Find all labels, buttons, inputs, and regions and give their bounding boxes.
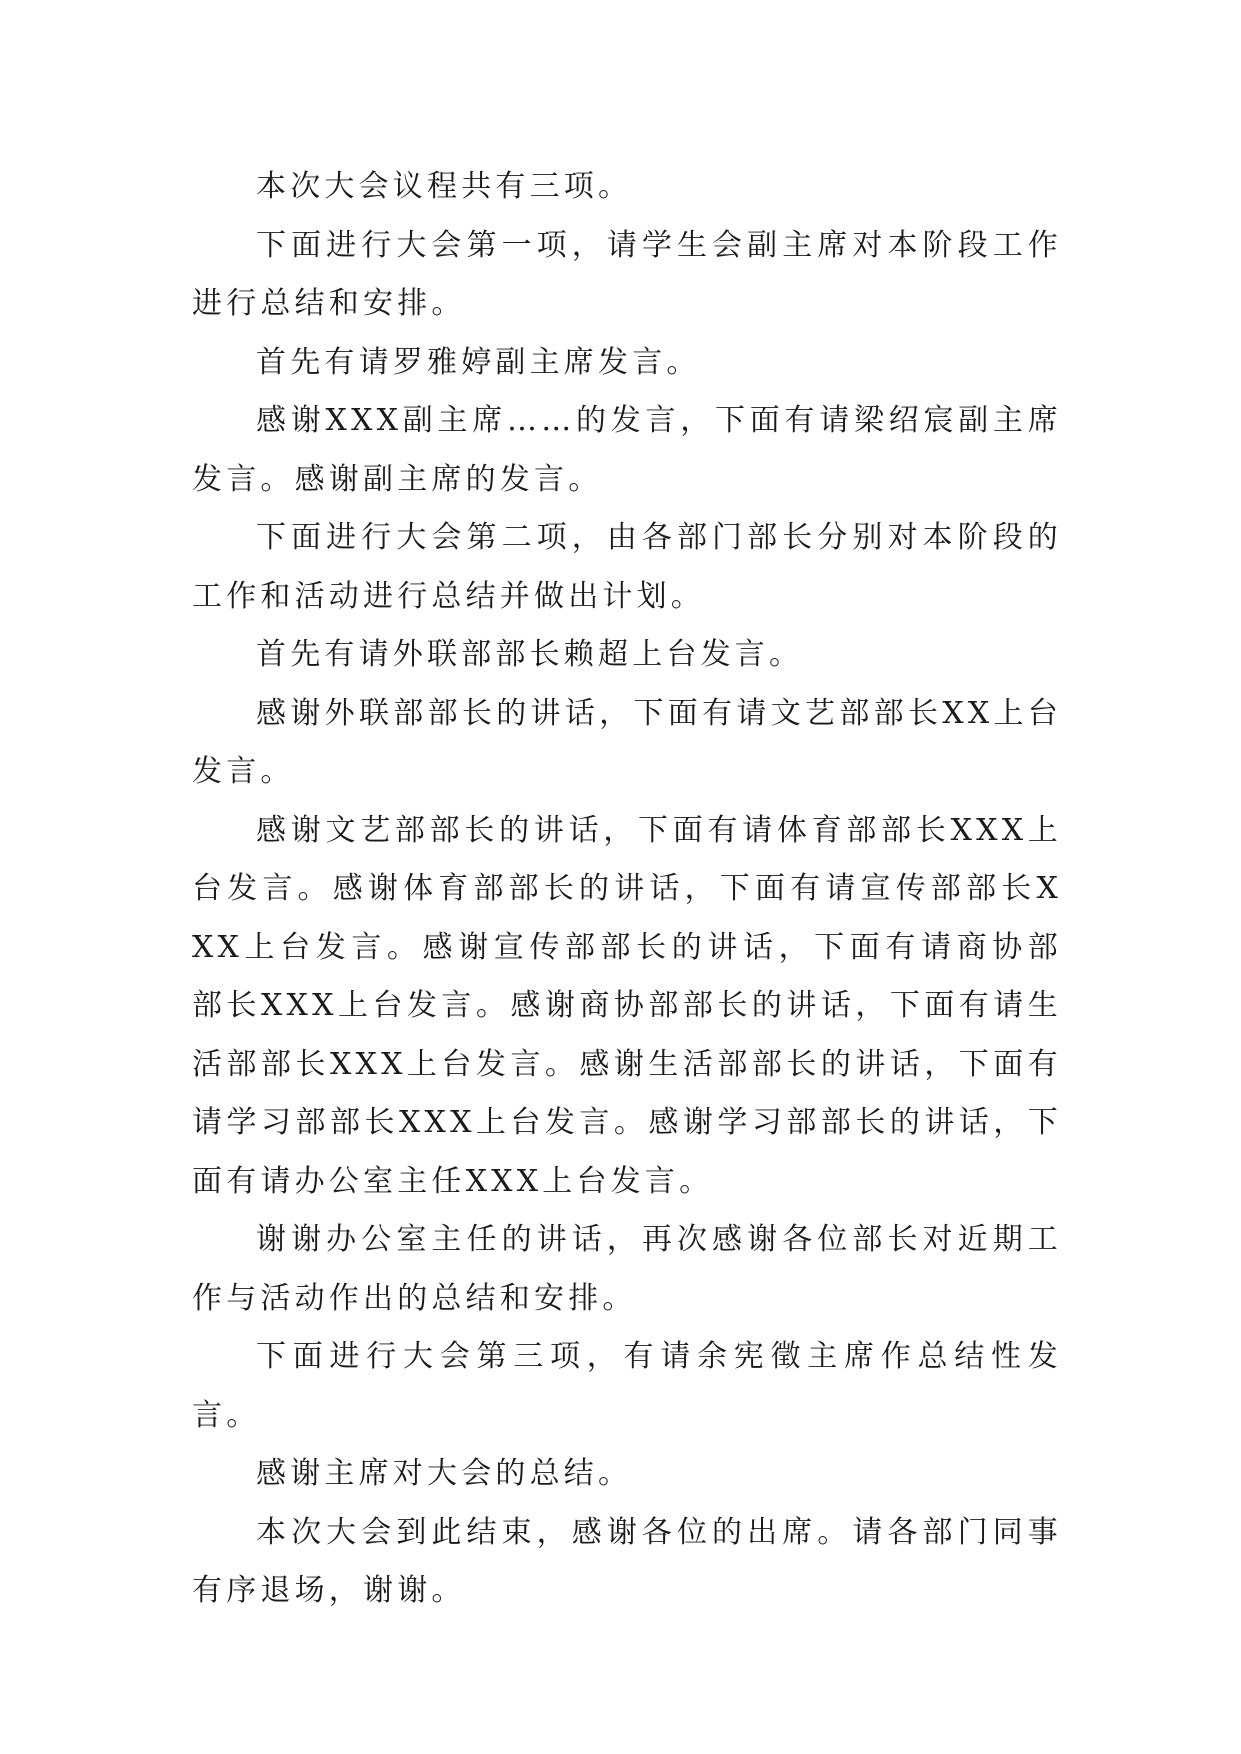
paragraph: 感谢文艺部部长的讲话，下面有请体育部部长XXX上台发言。感谢体育部部长的讲话，下面有请宣传部部长XXX上台发言。感谢宣传部部长的讲话，下面有请商协部部长XXX上台发言。感谢商协部部长的讲话，下面有请生活部部长XXX上台发言。感谢生活部部长的讲话，下面有请学习部部长XXX上台发言。感谢学习部部长的讲话，下面有请办公室主任XXX上台发言。	[192, 812, 1062, 1199]
paragraph: 感谢外联部部长的讲话，下面有请文艺部部长XX上台发言。	[192, 695, 1062, 789]
document-body	[192, 158, 1062, 1621]
paragraph: 谢谢办公室主任的讲话，再次感谢各位部长对近期工作与活动作出的总结和安排。	[192, 1222, 1062, 1316]
paragraph: 感谢主席对大会的总结。	[256, 1456, 633, 1491]
paragraph: 下面进行大会第一项，请学生会副主席对本阶段工作进行总结和安排。	[192, 227, 1062, 321]
paragraph: 首先有请外联部部长赖超上台发言。	[256, 637, 804, 672]
paragraph: 本次大会到此结束，感谢各位的出席。请各部门同事有序退场，谢谢。	[192, 1514, 1062, 1608]
paragraph: 下面进行大会第三项，有请余宪徵主席作总结性发言。	[192, 1339, 1062, 1433]
paragraph: 首先有请罗雅婷副主席发言。	[256, 344, 701, 380]
paragraph: 本次大会议程共有三项。	[256, 169, 633, 204]
paragraph: 下面进行大会第二项，由各部门部长分别对本阶段的工作和活动进行总结并做出计划。	[192, 520, 1062, 614]
paragraph: 感谢XXX副主席……的发言，下面有请梁绍宸副主席发言。感谢副主席的发言。	[192, 403, 1062, 497]
